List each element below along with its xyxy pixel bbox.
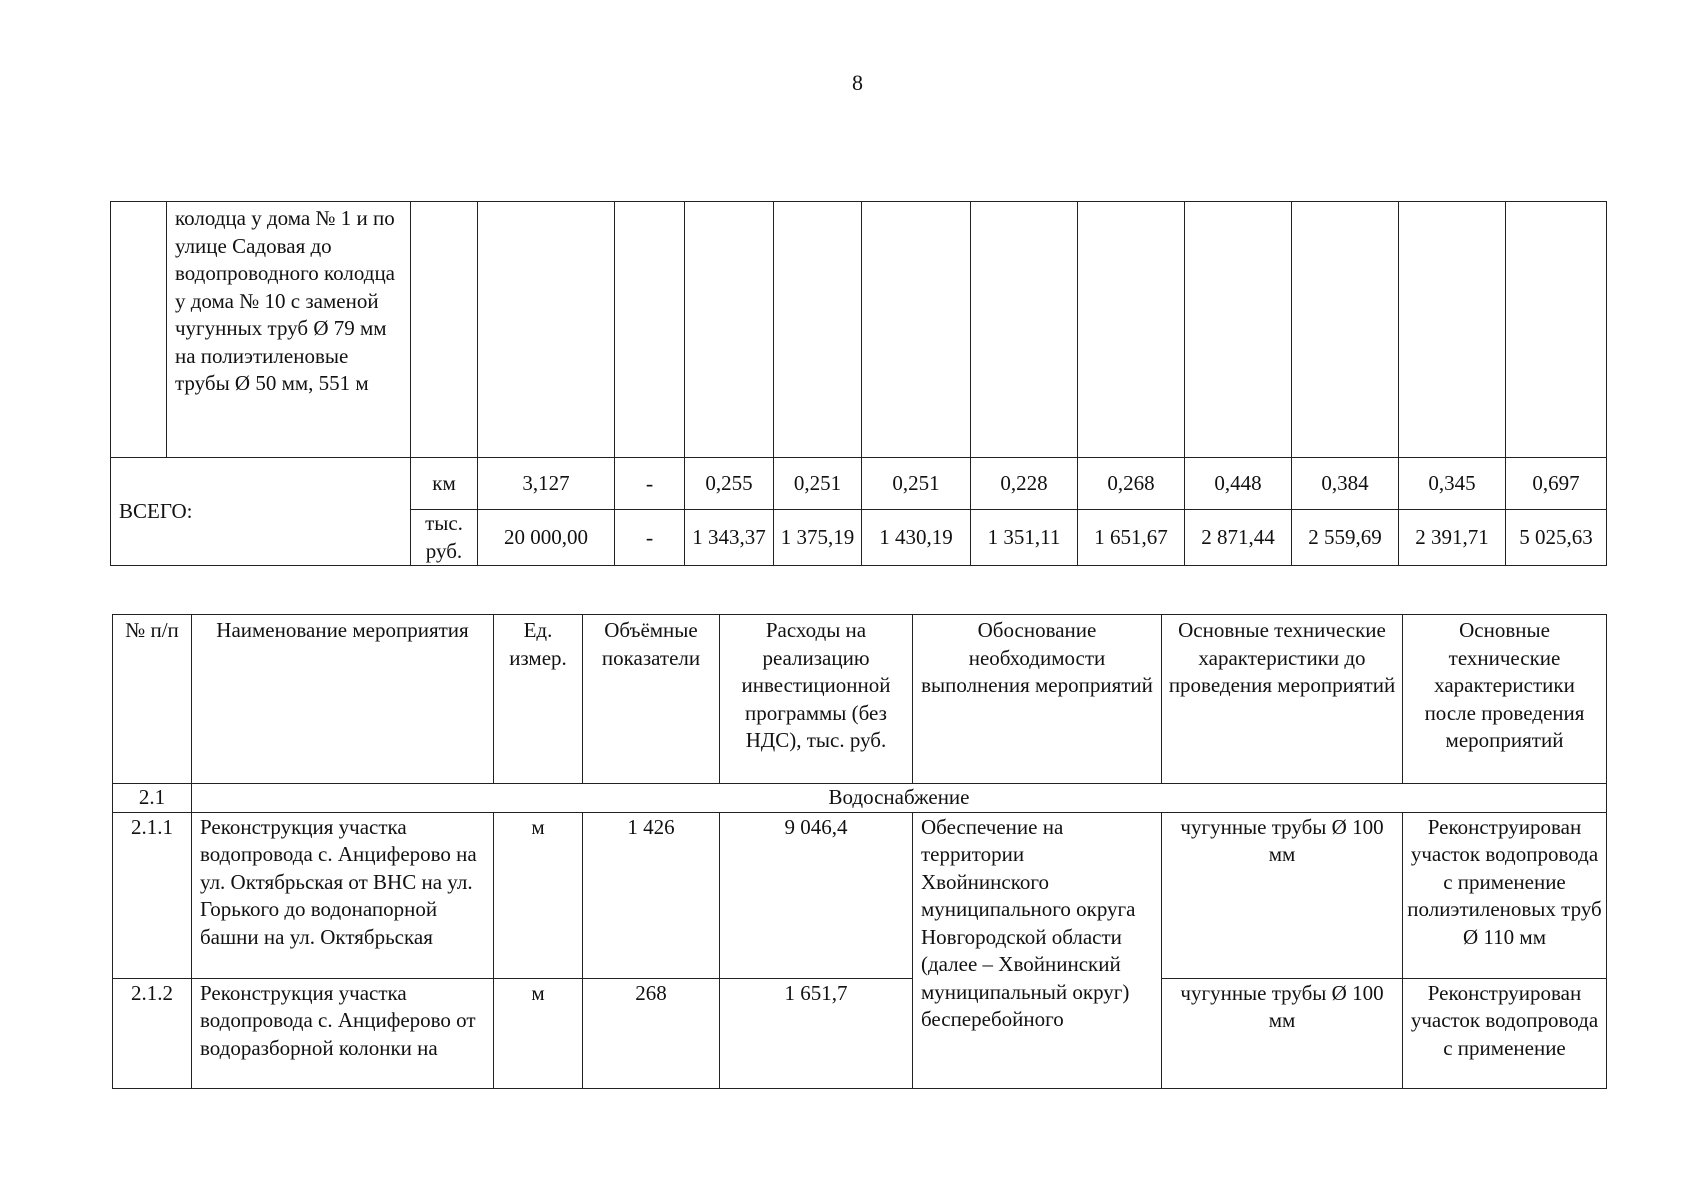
- header-after: Основные технические характеристики после проведения мероприятий: [1403, 615, 1607, 784]
- header-name: Наименование мероприятия: [192, 615, 494, 784]
- header-number: № п/п: [113, 615, 192, 784]
- section-number: 2.1: [113, 784, 192, 813]
- row-number: 2.1.1: [113, 812, 192, 978]
- rub-value: 20 000,00: [478, 510, 615, 566]
- total-km-row: [111, 458, 1607, 510]
- description-row: [111, 202, 1607, 458]
- km-value: -: [615, 458, 685, 510]
- rub-value: 1 343,37: [685, 510, 774, 566]
- km-value: 0,251: [862, 458, 971, 510]
- km-value: 3,127: [478, 458, 615, 510]
- header-unit: Ед. измер.: [494, 615, 583, 784]
- rub-value: 2 871,44: [1185, 510, 1292, 566]
- row-volume: 1 426: [583, 812, 720, 978]
- table-row: [113, 812, 1607, 978]
- continuation-table: [110, 201, 1607, 566]
- row-after: Реконструирован участок водопровода с применение полиэтиленовых труб Ø 110 мм: [1403, 812, 1607, 978]
- km-value: 0,448: [1185, 458, 1292, 510]
- km-value: 0,255: [685, 458, 774, 510]
- table-header-row: [113, 615, 1607, 784]
- header-volume: Объёмные показатели: [583, 615, 720, 784]
- row-number: 2.1.2: [113, 978, 192, 1088]
- row-unit: м: [494, 812, 583, 978]
- row-after: Реконструирован участок водопровода с применение: [1403, 978, 1607, 1088]
- row-before: чугунные трубы Ø 100 мм: [1162, 978, 1403, 1088]
- unit-rub: тыс. руб.: [411, 510, 478, 566]
- measure-description: колодца у дома № 1 и по улице Садовая до водопроводного колодца у дома № 10 с заменой чугунных труб Ø 79 мм на полиэтиленовые трубы Ø 50 мм, 551 м: [167, 202, 411, 458]
- row-cost: 9 046,4: [720, 812, 913, 978]
- rub-value: 1 351,11: [971, 510, 1078, 566]
- rub-value: 1 430,19: [862, 510, 971, 566]
- km-value: 0,251: [774, 458, 862, 510]
- section-row: [113, 784, 1607, 813]
- row-cost: 1 651,7: [720, 978, 913, 1088]
- investment-measures-table: [112, 614, 1607, 1089]
- section-title: Водоснабжение: [192, 784, 1607, 813]
- header-cost: Расходы на реализацию инвестиционной программы (без НДС), тыс. руб.: [720, 615, 913, 784]
- row-unit: м: [494, 978, 583, 1088]
- unit-km: км: [411, 458, 478, 510]
- km-value: 0,228: [971, 458, 1078, 510]
- header-justification: Обоснование необходимости выполнения мероприятий: [913, 615, 1162, 784]
- rub-value: 1 651,67: [1078, 510, 1185, 566]
- rub-value: 2 559,69: [1292, 510, 1399, 566]
- row-name: Реконструкция участка водопровода с. Анциферово от водоразборной колонки на: [192, 978, 494, 1088]
- km-value: 0,345: [1399, 458, 1506, 510]
- row-before: чугунные трубы Ø 100 мм: [1162, 812, 1403, 978]
- rub-value: -: [615, 510, 685, 566]
- row-name: Реконструкция участка водопровода с. Анциферово на ул. Октябрьская от ВНС на ул. Горького до водонапорной башни на ул. Октябрьская: [192, 812, 494, 978]
- row-number-cell: [111, 202, 167, 458]
- rub-value: 1 375,19: [774, 510, 862, 566]
- rub-value: 5 025,63: [1506, 510, 1607, 566]
- km-value: 0,697: [1506, 458, 1607, 510]
- page-number: 8: [852, 70, 863, 95]
- header-before: Основные технические характеристики до проведения мероприятий: [1162, 615, 1403, 784]
- table-row: [113, 978, 1607, 1088]
- km-value: 0,384: [1292, 458, 1399, 510]
- rub-value: 2 391,71: [1399, 510, 1506, 566]
- row-justification: Обеспечение на территории Хвойнинского муниципального округа Новгородской области (далее – Хвойнинский муниципальный округ) бесперебойного: [913, 812, 1162, 1088]
- row-volume: 268: [583, 978, 720, 1088]
- total-label: ВСЕГО:: [111, 458, 411, 566]
- km-value: 0,268: [1078, 458, 1185, 510]
